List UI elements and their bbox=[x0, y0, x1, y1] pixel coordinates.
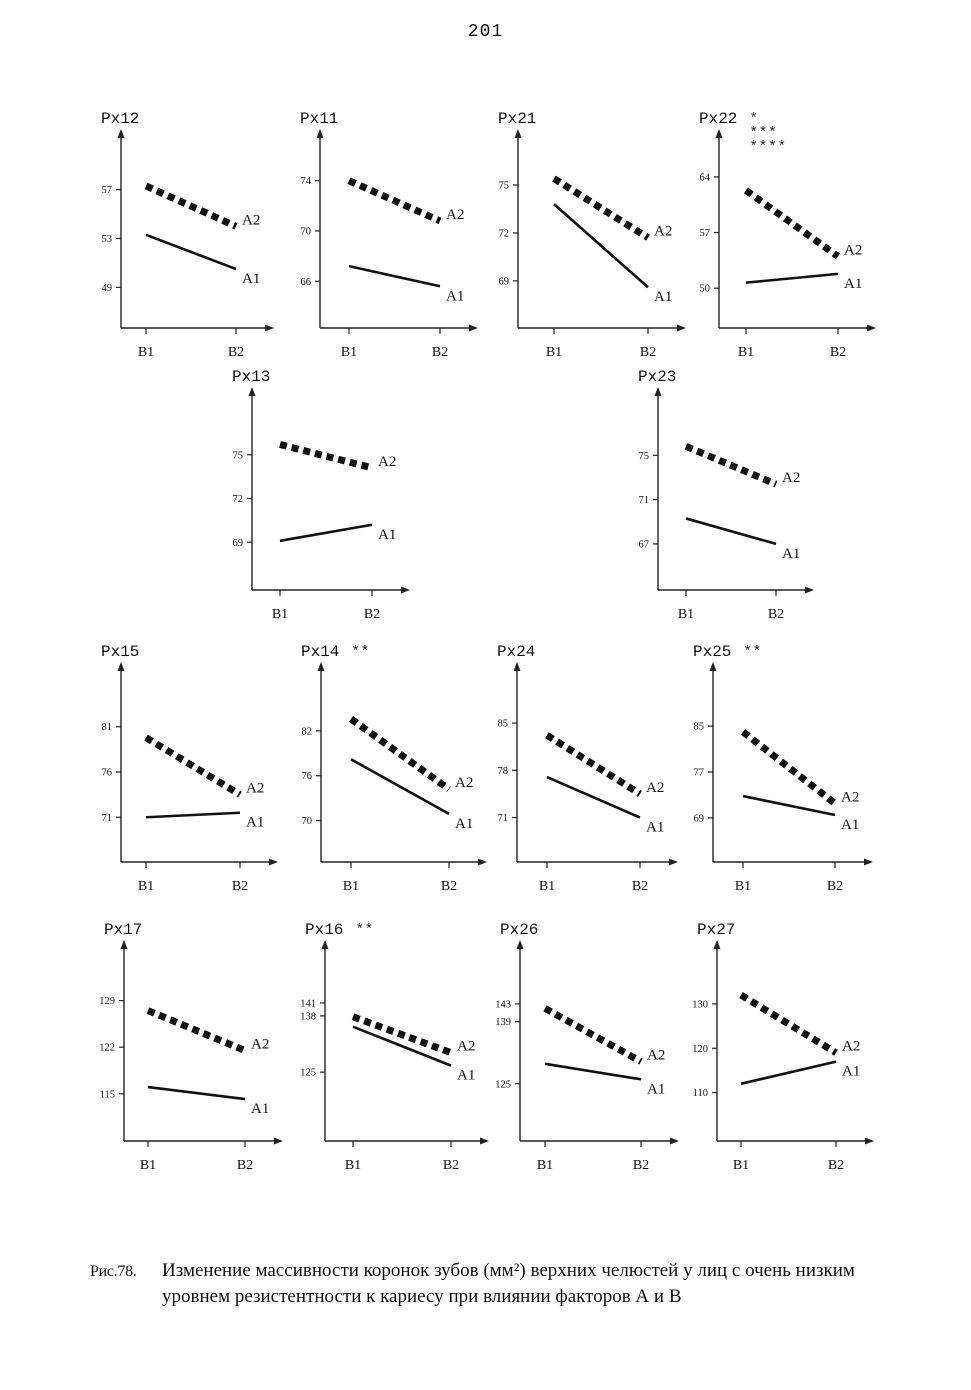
chart-px13 bbox=[232, 368, 410, 622]
y-tick-label: 64 bbox=[699, 172, 710, 184]
x-axis-arrow bbox=[864, 859, 873, 866]
series-label: A2 bbox=[844, 242, 863, 259]
y-axis-arrow bbox=[514, 662, 521, 671]
x-axis-arrow bbox=[274, 1138, 283, 1145]
y-tick-label: 78 bbox=[497, 765, 508, 777]
series-line-a1 bbox=[743, 796, 835, 815]
chart-px24 bbox=[497, 643, 678, 894]
x-tick-label: B1 bbox=[677, 607, 695, 622]
series-label: A2 bbox=[378, 453, 397, 470]
chart-px12 bbox=[101, 110, 274, 360]
y-axis-arrow bbox=[655, 387, 662, 396]
series-line-a2 bbox=[146, 738, 240, 795]
x-tick-label: B2 bbox=[827, 1158, 845, 1173]
figure-caption bbox=[90, 1258, 910, 1310]
y-tick-label: 77 bbox=[693, 767, 704, 779]
y-axis-arrow bbox=[716, 129, 723, 138]
series-label: A2 bbox=[782, 470, 801, 487]
series-line-a1 bbox=[349, 266, 440, 286]
x-tick-label: B2 bbox=[431, 345, 449, 360]
x-axis-arrow bbox=[677, 325, 686, 332]
x-axis-arrow bbox=[867, 325, 876, 332]
series-line-a1 bbox=[146, 235, 236, 269]
y-axis-arrow bbox=[118, 662, 125, 671]
series-label: A2 bbox=[654, 223, 673, 240]
series-label: A1 bbox=[242, 271, 261, 288]
chart-px15 bbox=[101, 643, 278, 894]
series-line-a1 bbox=[280, 525, 372, 541]
significance-stars: *** bbox=[749, 125, 778, 141]
y-axis-arrow bbox=[517, 940, 524, 949]
chart-title: Px24 bbox=[497, 643, 536, 661]
x-tick-label: B1 bbox=[137, 345, 155, 360]
series-label: A1 bbox=[844, 275, 863, 292]
y-tick-label: 120 bbox=[692, 1043, 708, 1055]
y-axis-arrow bbox=[121, 940, 128, 949]
x-tick-label: B2 bbox=[440, 879, 458, 894]
series-line-a2 bbox=[547, 735, 640, 794]
x-tick-label: B1 bbox=[545, 345, 563, 360]
y-axis-arrow bbox=[710, 662, 717, 671]
chart-px14 bbox=[301, 643, 487, 894]
y-tick-label: 66 bbox=[300, 276, 311, 288]
y-tick-label: 71 bbox=[638, 495, 649, 507]
x-tick-label: B1 bbox=[342, 879, 360, 894]
y-tick-label: 69 bbox=[693, 813, 704, 825]
chart-title: Px25 bbox=[693, 643, 732, 661]
y-tick-label: 70 bbox=[300, 226, 311, 238]
x-tick-label: B2 bbox=[632, 1158, 650, 1173]
figure-caption-text: Изменение массивности коронок зубов (мм²) верхних челюстей у лиц с очень низким уровнем резистентности к кариесу при влиянии факторов А и В bbox=[162, 1260, 855, 1307]
series-label: A2 bbox=[842, 1038, 861, 1055]
series-label: A1 bbox=[782, 545, 801, 562]
chart-px23 bbox=[638, 368, 814, 622]
y-tick-label: 110 bbox=[692, 1088, 708, 1100]
series-line-a2 bbox=[743, 732, 835, 804]
series-label: A1 bbox=[841, 817, 860, 833]
x-axis-arrow bbox=[269, 859, 278, 866]
x-tick-label: B1 bbox=[737, 345, 755, 360]
series-label: A1 bbox=[457, 1067, 476, 1084]
series-line-a1 bbox=[554, 204, 648, 287]
series-line-a2 bbox=[741, 995, 836, 1053]
x-tick-label: B2 bbox=[227, 345, 245, 360]
y-axis-arrow bbox=[317, 129, 324, 138]
x-tick-label: B1 bbox=[344, 1158, 362, 1173]
x-tick-label: B2 bbox=[829, 345, 847, 360]
x-tick-label: B2 bbox=[826, 879, 844, 894]
y-tick-label: 76 bbox=[101, 767, 112, 779]
series-label: A2 bbox=[457, 1038, 476, 1055]
y-tick-label: 81 bbox=[101, 722, 112, 734]
y-tick-label: 57 bbox=[101, 185, 112, 197]
x-tick-label: B1 bbox=[536, 1158, 554, 1173]
significance-stars: ** bbox=[355, 922, 375, 938]
y-axis-arrow bbox=[322, 940, 329, 949]
series-line-a2 bbox=[349, 181, 440, 221]
chart-px16 bbox=[300, 921, 489, 1173]
y-tick-label: 75 bbox=[638, 450, 649, 462]
chart-px27 bbox=[692, 921, 874, 1173]
series-label: A1 bbox=[378, 526, 397, 543]
series-line-a2 bbox=[351, 719, 449, 789]
y-tick-label: 71 bbox=[497, 813, 508, 825]
x-axis-arrow bbox=[478, 859, 487, 866]
chart-title: Px11 bbox=[300, 110, 339, 128]
chart-title: Px17 bbox=[104, 921, 143, 939]
x-tick-label: B2 bbox=[631, 879, 649, 894]
x-axis-arrow bbox=[805, 587, 814, 594]
chart-px11 bbox=[300, 110, 478, 360]
x-axis-arrow bbox=[669, 859, 678, 866]
y-tick-label: 67 bbox=[638, 539, 649, 551]
series-label: A1 bbox=[455, 815, 474, 832]
x-axis-arrow bbox=[265, 325, 274, 332]
chart-title: Px22 bbox=[699, 110, 738, 128]
y-tick-label: 85 bbox=[693, 721, 704, 733]
chart-title: Px15 bbox=[101, 643, 140, 661]
chart-px17 bbox=[99, 921, 283, 1173]
series-line-a1 bbox=[148, 1087, 245, 1099]
y-axis-arrow bbox=[118, 129, 125, 138]
chart-title: Px14 bbox=[301, 643, 340, 661]
x-axis-arrow bbox=[401, 587, 410, 594]
series-line-a2 bbox=[746, 190, 838, 256]
significance-stars: * bbox=[749, 111, 759, 127]
y-tick-label: 130 bbox=[692, 999, 708, 1011]
x-tick-label: B1 bbox=[340, 345, 358, 360]
y-axis-arrow bbox=[714, 940, 721, 949]
series-label: A2 bbox=[251, 1036, 270, 1053]
y-tick-label: 49 bbox=[101, 282, 112, 294]
figure-label: Рис.78. bbox=[90, 1263, 137, 1280]
y-tick-label: 139 bbox=[495, 1017, 511, 1029]
y-tick-label: 76 bbox=[301, 771, 312, 783]
y-tick-label: 138 bbox=[300, 1011, 316, 1023]
x-tick-label: B1 bbox=[732, 1158, 750, 1173]
series-line-a2 bbox=[545, 1008, 641, 1061]
y-tick-label: 125 bbox=[300, 1067, 316, 1079]
y-tick-label: 69 bbox=[232, 537, 243, 549]
series-line-a2 bbox=[686, 446, 776, 484]
significance-stars: **** bbox=[749, 139, 788, 155]
y-tick-label: 72 bbox=[232, 494, 243, 505]
chart-title: Px12 bbox=[101, 110, 140, 128]
x-tick-label: B1 bbox=[734, 879, 752, 894]
y-tick-label: 71 bbox=[101, 812, 112, 824]
chart-px25 bbox=[693, 643, 873, 894]
y-axis-arrow bbox=[318, 662, 325, 671]
series-line-a1 bbox=[746, 274, 838, 283]
chart-title: Px13 bbox=[232, 368, 271, 386]
y-tick-label: 50 bbox=[699, 283, 710, 295]
x-tick-label: B2 bbox=[231, 879, 249, 894]
y-tick-label: 143 bbox=[495, 999, 511, 1011]
series-label: A2 bbox=[446, 206, 465, 223]
series-label: A1 bbox=[251, 1101, 270, 1118]
series-line-a1 bbox=[545, 1064, 641, 1080]
x-tick-label: B1 bbox=[139, 1158, 157, 1173]
y-tick-label: 70 bbox=[301, 816, 312, 828]
series-line-a1 bbox=[547, 777, 640, 817]
chart-title: Px21 bbox=[498, 110, 537, 128]
series-label: A1 bbox=[246, 814, 265, 831]
series-label: A1 bbox=[446, 288, 465, 305]
series-label: A2 bbox=[647, 1047, 666, 1064]
significance-stars: ** bbox=[743, 644, 763, 660]
x-tick-label: B2 bbox=[442, 1158, 460, 1173]
x-tick-label: B1 bbox=[137, 879, 155, 894]
series-label: A1 bbox=[646, 819, 665, 836]
y-tick-label: 69 bbox=[498, 276, 509, 288]
series-label: A2 bbox=[242, 212, 261, 229]
series-line-a2 bbox=[146, 186, 236, 226]
chart-title: Px16 bbox=[305, 921, 344, 939]
series-line-a2 bbox=[554, 179, 648, 238]
series-line-a1 bbox=[741, 1062, 836, 1084]
series-label: A2 bbox=[646, 779, 665, 796]
y-axis-arrow bbox=[515, 129, 522, 138]
x-tick-label: B2 bbox=[236, 1158, 254, 1173]
y-tick-label: 75 bbox=[232, 450, 243, 462]
y-axis-arrow bbox=[249, 387, 256, 396]
x-tick-label: B2 bbox=[767, 607, 785, 622]
y-tick-label: 53 bbox=[101, 234, 112, 245]
chart-px21 bbox=[498, 110, 686, 360]
chart-title: Px23 bbox=[638, 368, 677, 386]
chart-title: Px27 bbox=[697, 921, 736, 939]
x-tick-label: B2 bbox=[639, 345, 657, 360]
series-label: A2 bbox=[246, 780, 265, 797]
y-tick-label: 122 bbox=[99, 1042, 115, 1054]
y-tick-label: 74 bbox=[300, 176, 311, 188]
significance-stars: ** bbox=[351, 644, 371, 660]
series-line-a1 bbox=[351, 759, 449, 814]
y-tick-label: 57 bbox=[699, 228, 710, 240]
chart-px22 bbox=[699, 110, 876, 360]
x-axis-arrow bbox=[480, 1138, 489, 1145]
x-tick-label: B2 bbox=[363, 607, 381, 622]
y-tick-label: 129 bbox=[99, 996, 115, 1008]
y-tick-label: 72 bbox=[498, 228, 509, 240]
series-line-a2 bbox=[148, 1011, 245, 1051]
x-axis-arrow bbox=[469, 325, 478, 332]
y-tick-label: 141 bbox=[300, 998, 316, 1010]
page-number: 201 bbox=[467, 22, 504, 42]
x-axis-arrow bbox=[670, 1138, 679, 1145]
x-tick-label: B1 bbox=[538, 879, 556, 894]
series-line-a1 bbox=[686, 518, 776, 543]
y-tick-label: 115 bbox=[99, 1089, 115, 1101]
series-label: A2 bbox=[841, 789, 860, 806]
x-axis-arrow bbox=[865, 1138, 874, 1145]
y-tick-label: 75 bbox=[498, 180, 509, 192]
series-line-a1 bbox=[146, 813, 240, 818]
y-tick-label: 82 bbox=[301, 726, 312, 738]
series-line-a2 bbox=[280, 445, 372, 468]
series-label: A1 bbox=[842, 1063, 861, 1080]
series-label: A1 bbox=[654, 289, 673, 306]
series-label: A1 bbox=[647, 1081, 666, 1098]
series-label: A2 bbox=[455, 775, 474, 792]
y-tick-label: 85 bbox=[497, 718, 508, 730]
chart-px26 bbox=[495, 921, 679, 1173]
chart-title: Px26 bbox=[500, 921, 539, 939]
y-tick-label: 125 bbox=[495, 1079, 511, 1091]
x-tick-label: B1 bbox=[271, 607, 289, 622]
